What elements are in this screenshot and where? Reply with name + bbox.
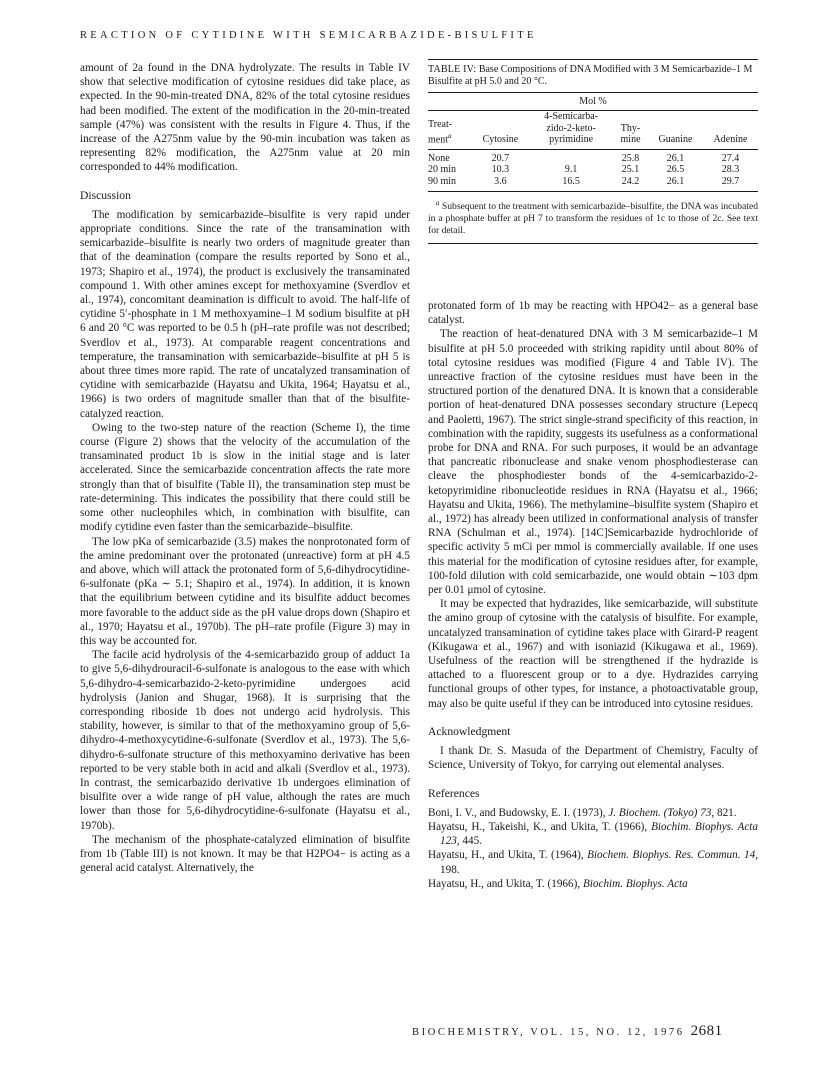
cell-cytosine: 20.7 xyxy=(491,152,510,164)
reference-item xyxy=(428,848,758,876)
left-paragraph-1: amount of 2a found in the DNA hydrolyzate. The results in Table IV show that selective modification of cytosine residues did take place, as expected. In the 90-min-treated DNA, 82% of the total cytosine residues had been modified. The extent of the modification in the 20-min-treated sample (47%) was consistent with the results in Figure 4. Thus, if the increase of the A275nm value by the 90-min incubation was taken as representing 82% modification, the A275nm value at 20 min corresponded to 44% modification. xyxy=(80,62,410,174)
cell-semicarbazido: 16.5 xyxy=(562,175,580,187)
table-top-rule xyxy=(428,59,758,60)
cell-guanine: 26.1 xyxy=(666,175,685,187)
header-semicarbazido-line1: 4-Semicarba- xyxy=(544,111,599,122)
reference-journal: Biochim. Biophys. Acta xyxy=(582,877,688,890)
left-paragraph-3: Owing to the two-step nature of the reaction (Scheme I), the time course (Figure 2) shows that the velocity of the accumulation of the transaminated product 1b is slow in the initial stage and is later accelerated. Since the semicarbazide concentration affects the rate more strongly than that of bisulfite (Table II), the transamination step must be rate-determining. This indicates the possibility that there could still be some other nucleophiles which, in combination with bisulfite, can modify cytidine even faster than the semicarbazide–bisulfite. xyxy=(80,421,410,534)
right-column xyxy=(428,299,758,891)
acknowledgment-text: I thank Dr. S. Masuda of the Department of Chemistry, Faculty of Science, University of Tokyo, for carrying out elemental analyses. xyxy=(428,745,758,772)
left-paragraph-2: The modification by semicarbazide–bisulfite is very rapid under appropriate conditions. Since the rate of the transamination with semicarbazide–bisulfite is nearly two orders of magnitude greater than that of the deamination (compare the results reported by Sono et al., 1973; Shapiro et al., 1974), the product is exclusively the transaminated compound 1. With other amines except for methoxyamine (Sverdlov et al., 1974), concomitant deamination is difficult to avoid. The half-life of cytidine 5′-phosphate in 1 M methoxyamine–1 M sodium bisulfite at pH 6 and 20 °C was reported to be 0.5 h (pH–rate profile was not described; Sverdlov et al., 1973). At comparable reagent concentrations and temperature, the transamination with semicarbazide–bisulfite at pH 5 is about three times more rapid. The rate of uncatalyzed transamination of cytidine with semicarbazide (Hayatsu and Ukita, 1964; Hayatsu et al., 1966) is two orders of magnitude smaller than that of the bisulfite-catalyzed reaction. xyxy=(80,208,410,420)
references-heading: References xyxy=(428,786,480,800)
left-column xyxy=(80,61,410,875)
cell-guanine: 26.5 xyxy=(666,164,685,175)
header-treatment-line2: ment xyxy=(428,134,448,145)
discussion-heading: Discussion xyxy=(80,188,131,202)
left-paragraph-4: The low pKa of semicarbazide (3.5) makes the nonprotonated form of the amine predominant over the protonated (unreactive) form at pH 4.5 and above, which will attack the protonated form of 5,6-dihydrocytidine-6-sulfonate (pKa ∼ 5.1; Shapiro et al., 1974). In addition, it is known that the equilibrium between cytidine and its bisulfite adduct becomes more favorable to the adduct side as the pH value drops down (Shapiro et al., 1970; Hayatsu et al., 1970b). The pH–rate profile (Figure 3) may in this way be accounted for. xyxy=(80,535,410,647)
table-row xyxy=(428,153,758,165)
table-row xyxy=(428,176,758,188)
cell-treatment: None xyxy=(428,152,450,164)
reference-item xyxy=(428,877,758,891)
table-footnote-text: Subsequent to the treatment with semicarbazide–bisulfite, the DNA was incubated in a phosphate buffer at pH 7 to transform the residues of 1c to those of 2c. See text for detail. xyxy=(428,201,758,236)
right-paragraph-3: It may be expected that hydrazides, like semicarbazide, will substitute the amino group of cytosine with the catalysis of bisulfite. For example, uncatalyzed transamination of cytidine takes place with Girard-P reagent (Kikugawa et al., 1967) and with isoniazid (Kikugawa et al., 1969). Usefulness of the reaction will be strengthened if the hydrazide is attached to a fluorescent group or to a dye. Hydrazides carrying functional groups of other types, for instance, a photoactivatable group, may also be quite useful if they can be introduced into cytosine residues. xyxy=(428,598,758,710)
reference-item xyxy=(428,806,758,820)
cell-thymine: 24.2 xyxy=(621,175,640,187)
cell-treatment: 20 min xyxy=(428,164,457,175)
cell-adenine: 27.4 xyxy=(721,152,740,164)
reference-item xyxy=(428,820,758,848)
reference-pages: 821. xyxy=(714,806,737,819)
left-paragraph-5: The facile acid hydrolysis of the 4-semicarbazido group of adduct 1a to give 5,6-dihydrouracil-6-sulfonate is analogous to the ease with which 5,6-dihydro-4-semicarbazido-2-keto-pyrimidine undergoes acid hydrolysis (Janion and Shugar, 1968). It is surprising that the corresponding riboside 1b does not undergo acid hydrolysis. This stability, however, is similar to that of the methoxyamino group of 5,6-dihydro-4-methoxycytidine-6-sulfonate (Sverdlov et al., 1973). The 5,6-dihydro-6-sulfonate structure of this methoxyamino derivative has been reported to be very stable both in acid and alkali (Sverdlov et al., 1973). In contrast, the semicarbazido derivative 1b undergoes elimination of bisulfite over a wide range of pH value, although the rates are much lower than those for 5,6-dihydrocytidine-6-sulfonate (Hayatsu et al., 1970b). xyxy=(80,649,410,832)
cell-semicarbazido xyxy=(529,153,613,165)
table-bottom-rule xyxy=(428,191,758,192)
cell-cytosine: 3.6 xyxy=(494,175,507,187)
table-spanner: Mol % xyxy=(579,96,607,107)
header-semicarbazido-line2: zido-2-keto- xyxy=(546,122,596,134)
cell-thymine: 25.8 xyxy=(621,152,640,164)
reference-authors: Boni, I. V., and Budowsky, E. I. (1973), xyxy=(428,806,609,819)
header-guanine: Guanine xyxy=(658,134,693,145)
right-paragraph-2: The reaction of heat-denatured DNA with 3 M semicarbazide–1 M bisulfite at pH 5.0 proceeded with striking rapidity until about 80% of total cytosine residues was modified (Figure 4 and Table IV). The unreactive fraction of the cytosine residues must have been in the structured portion of the denatured DNA. It is known that a considerable portion of heat-denatured DNA possesses secondary structure (Lepecq and Paoletti, 1967). The strict single-strand specificity of this reaction, in combination with the rapidity, suggests its usefulness as a conformational probe for DNA and RNA. For such purposes, it would be an advantage that pancreatic ribonuclease and snake venom phosphodiesterase can cleave the phosphodiester bonds of the 4-semicarbazido-2-ketopyrimidine ribonucleotide residues in RNA (Hayatsu et al., 1966; Hayatsu and Ukita, 1966). The methylamine–bisulfite system (Shapiro et al., 1972) has already been utilized in conformational analysis of transfer RNA (Schulman et al., 1974). [14C]Semicarbazide hydrochloride of specific activity 5 mCi per mmol is commercially available. If one uses this material for the modification of cytosine residues after, for example, 100-fold dilution with cold semicarbazide, one would obtain ∼103 dpm per 0.01 μmol of cytosine. xyxy=(428,328,758,597)
header-adenine: Adenine xyxy=(713,134,748,145)
page-footer xyxy=(412,1023,772,1040)
cell-treatment: 90 min xyxy=(428,175,457,187)
cell-guanine: 26.1 xyxy=(666,152,685,164)
table-iv xyxy=(428,59,758,244)
reference-journal: J. Biochem. (Tokyo) 73, xyxy=(608,806,715,819)
reference-pages: 445. xyxy=(459,835,482,848)
table-caption-text: Base Compositions of DNA Modified with 3 M Semicarbazide–1 M Bisulfite at pH 5.0 and 20 °C. xyxy=(428,64,753,87)
table-row xyxy=(428,164,758,176)
reference-authors: Hayatsu, H., and Ukita, T. (1964), xyxy=(428,849,588,862)
header-treatment-line1: Treat- xyxy=(428,119,453,131)
table-header-rule xyxy=(428,149,758,150)
cell-semicarbazido: 9.1 xyxy=(564,164,578,175)
page-number: 2681 xyxy=(690,1023,723,1039)
table-header-row xyxy=(428,111,758,146)
footer-journal: BIOCHEMISTRY, VOL. 15, NO. 12, 1976 xyxy=(412,1027,685,1038)
header-treatment xyxy=(428,111,472,146)
table-body xyxy=(428,111,758,187)
header-semicarbazido xyxy=(529,111,613,146)
header-thymine-line1: Thy- xyxy=(620,122,641,134)
table-caption xyxy=(428,64,758,88)
running-head: REACTION OF CYTIDINE WITH SEMICARBAZIDE-BISULFITE xyxy=(80,30,537,41)
reference-pages: 198. xyxy=(440,863,460,876)
header-footnote-mark: a xyxy=(448,131,452,140)
right-paragraph-1: protonated form of 1b may be reacting with HPO42− as a general base catalyst. xyxy=(428,300,758,327)
header-semicarbazido-line3: pyrimidine xyxy=(549,134,594,145)
table-caption-label: TABLE IV: xyxy=(428,64,477,75)
left-paragraph-6: The mechanism of the phosphate-catalyzed elimination of bisulfite from 1b (Table III) is not known. It may be that H2PO4− is acting as a general acid catalyst. Alternatively, the xyxy=(80,833,410,875)
cell-adenine: 28.3 xyxy=(721,164,740,175)
header-cytosine: Cytosine xyxy=(482,134,519,145)
cell-thymine: 25.1 xyxy=(621,164,640,175)
table-footnote xyxy=(428,198,758,237)
table-end-rule xyxy=(428,243,758,244)
cell-adenine: 29.7 xyxy=(721,175,740,187)
header-thymine-line2: mine xyxy=(620,134,641,145)
table-footnote-mark: a xyxy=(436,199,440,207)
header-thymine xyxy=(613,111,648,146)
reference-journal: Biochim. Biophys. Acta 123, xyxy=(440,820,759,848)
reference-authors: Hayatsu, H., Takeishi, K., and Ukita, T. (1966), xyxy=(428,820,652,833)
reference-authors: Hayatsu, H., and Ukita, T. (1966), xyxy=(428,877,583,890)
reference-journal: Biochem. Biophys. Res. Commun. 14, xyxy=(587,849,758,862)
acknowledgment-heading: Acknowledgment xyxy=(428,724,511,738)
reference-list xyxy=(428,806,758,891)
cell-cytosine: 10.3 xyxy=(491,164,510,175)
